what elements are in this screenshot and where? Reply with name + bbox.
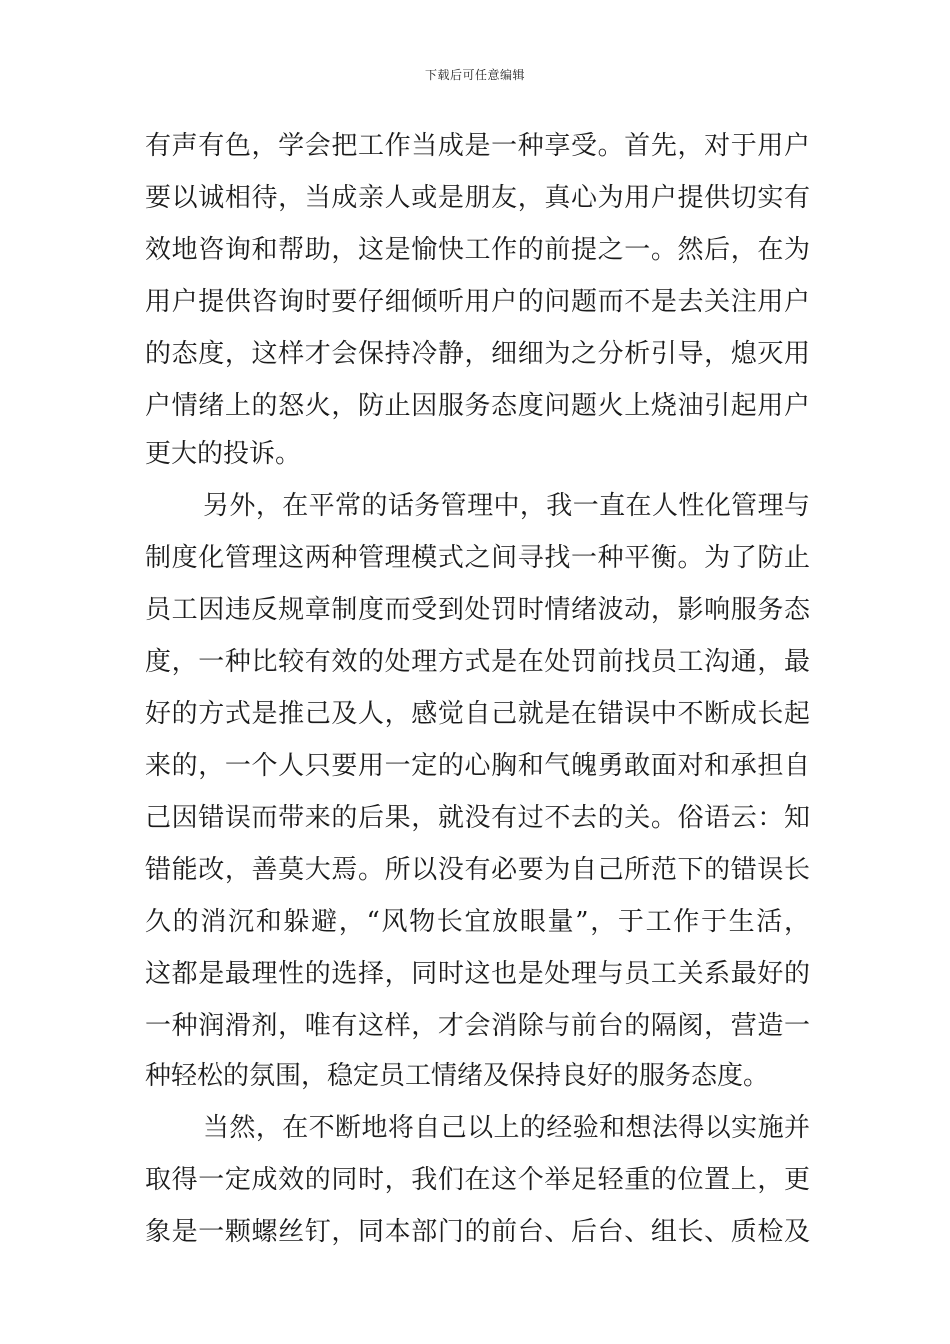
text-line: 错能改，善莫大焉。所以没有必要为自己所范下的错误长 <box>145 855 810 885</box>
text-line: 象是一颗螺丝钉，同本部门的前台、后台、组长、质检及 <box>145 1217 810 1247</box>
text-line: 取得一定成效的同时，我们在这个举足轻重的位置上，更 <box>145 1165 810 1195</box>
text-line: 的态度，这样才会保持冷静，细细为之分析引导，熄灭用 <box>145 339 810 369</box>
text-line: 制度化管理这两种管理模式之间寻找一种平衡。为了防止 <box>145 543 810 573</box>
text-line: 用户提供咨询时要仔细倾听用户的问题而不是去关注用户 <box>145 287 810 317</box>
text-line: 种轻松的氛围，稳定员工情绪及保持良好的服务态度。 <box>145 1061 770 1091</box>
text-line: 度，一种比较有效的处理方式是在处罚前找员工沟通，最 <box>145 647 810 677</box>
text-line: 一种润滑剂，唯有这样，才会消除与前台的隔阂，营造一 <box>145 1011 810 1041</box>
text-line: 好的方式是推己及人，感觉自己就是在错误中不断成长起 <box>145 699 810 729</box>
text-line: 员工因违反规章制度而受到处罚时情绪波动，影响服务态 <box>145 595 810 625</box>
text-line: 来的，一个人只要用一定的心胸和气魄勇敢面对和承担自 <box>145 751 810 781</box>
text-line: 更大的投诉。 <box>145 439 302 469</box>
text-line: 效地咨询和帮助，这是愉快工作的前提之一。然后，在为 <box>145 235 810 265</box>
text-line: 己因错误而带来的后果，就没有过不去的关。俗语云：知 <box>145 803 810 833</box>
header-note: 下载后可任意编辑 <box>424 68 525 82</box>
paragraph-first-line: 另外，在平常的话务管理中，我一直在人性化管理与 <box>203 491 810 521</box>
text-line: 要以诚相待，当成亲人或是朋友，真心为用户提供切实有 <box>145 183 810 213</box>
text-line: 这都是最理性的选择，同时这也是处理与员工关系最好的 <box>145 959 810 989</box>
paragraph-first-line: 当然，在不断地将自己以上的经验和想法得以实施并 <box>203 1113 810 1143</box>
text-line: 户情绪上的怒火，防止因服务态度问题火上烧油引起用户 <box>145 391 810 421</box>
text-line: 久的消沉和躲避，“风物长宜放眼量”，于工作于生活， <box>145 907 810 937</box>
text-line: 有声有色，学会把工作当成是一种享受。首先，对于用户 <box>145 131 810 161</box>
